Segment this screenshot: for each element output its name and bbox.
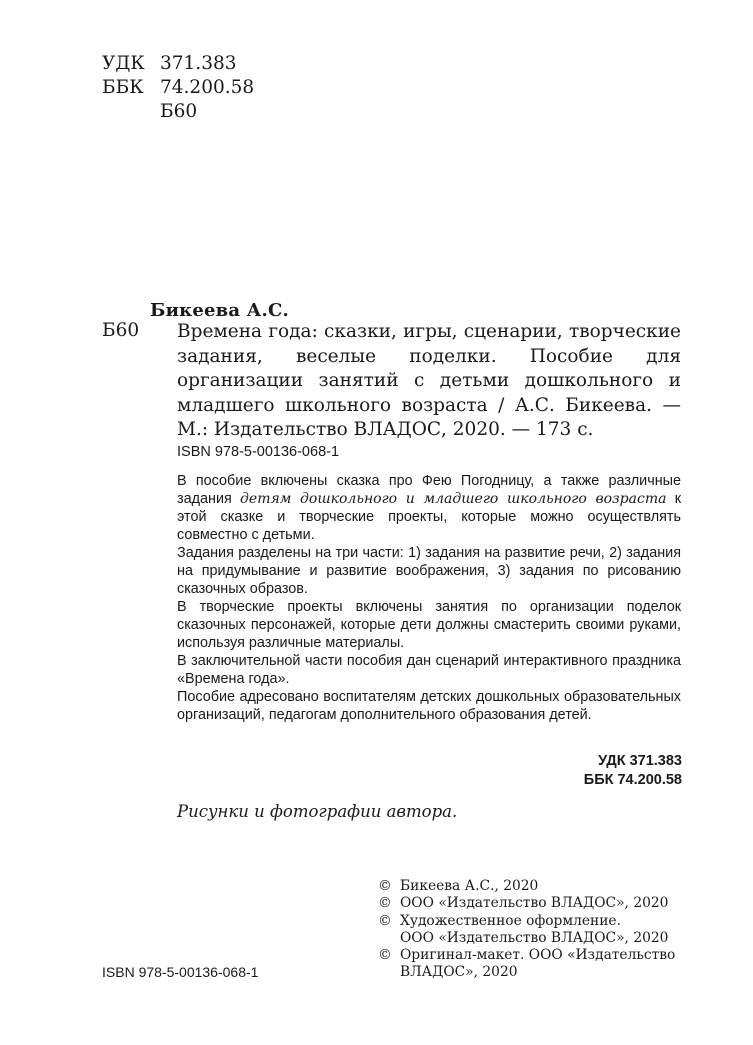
isbn-bottom: ISBN 978-5-00136-068-1: [102, 964, 259, 980]
illustrations-credit: Рисунки и фотографии автора.: [177, 802, 458, 821]
classification-block: [102, 52, 254, 124]
author-name: Бикеева А.С.: [150, 300, 289, 321]
copyright-item: © Художественное оформление. ООО «Издательство ВЛАДОС», 2020: [378, 912, 669, 946]
bbk-label: ББК: [102, 77, 144, 98]
author-mark: Б60: [160, 101, 198, 122]
bibliographic-description: Времена года: сказки, игры, сценарии, творческие задания, веселые поделки. Пособие для организации занятий с детьми дошкольного и младшего школьного возраста / А.С. Бикеева. — М.: Издательство ВЛАДОС, 2020. — 173 с.: [177, 321, 681, 440]
copyright-block: [378, 878, 688, 982]
bbk-bottom: ББК 74.200.58: [583, 772, 682, 788]
annotation-paragraph-4: В заключительной части пособия дан сценарий интерактивного праздника «Времена года».: [177, 653, 681, 687]
copyright-icon: ©: [378, 947, 392, 964]
annotation-italic: детям дошкольного и младшего школьного возраста: [240, 491, 667, 507]
annotation: [177, 472, 681, 724]
udk-value: 371.383: [160, 53, 237, 74]
annotation-paragraph-1: В пособие включены сказка про Фею Погодницу, а также различные задания детям дошкольного и младшего школьного возраста к этой сказке и творческие проекты, которые можно осуществлять совместно с детьми.: [177, 473, 682, 543]
copyright-icon: ©: [378, 878, 392, 894]
udk-bbk-bottom: [560, 752, 682, 790]
annotation-paragraph-5: Пособие адресовано воспитателям детских дошкольных образовательных организаций, педагогам дополнительного образования детей.: [177, 689, 681, 723]
isbn-top: ISBN 978-5-00136-068-1: [177, 444, 340, 460]
udk-bottom: УДК 371.383: [598, 753, 682, 769]
copyright-icon: ©: [378, 895, 392, 912]
copyright-icon: ©: [378, 912, 392, 929]
udk-label: УДК: [102, 53, 145, 74]
author-code: Б60: [102, 320, 140, 341]
copyright-item: © Бикеева А.С., 2020: [378, 878, 539, 894]
copyright-item: © ООО «Издательство ВЛАДОС», 2020: [378, 895, 669, 912]
annotation-paragraph-3: В творческие проекты включены занятия по организации поделок сказочных персонажей, которые дети должны смастерить своими руками, используя различные материалы.: [177, 599, 681, 651]
bbk-row: [102, 76, 254, 100]
bbk-value: 74.200.58: [160, 77, 255, 98]
udk-row: [102, 52, 254, 76]
annotation-paragraph-2: Задания разделены на три части: 1) задания на развитие речи, 2) задания на придумывание и развитие воображения, 3) задания по рисованию сказочных образов.: [177, 545, 681, 597]
author-mark-row: [102, 100, 254, 124]
copyright-item: © Оригинал-макет. ООО «Издательство ВЛАДОС», 2020: [378, 947, 676, 981]
